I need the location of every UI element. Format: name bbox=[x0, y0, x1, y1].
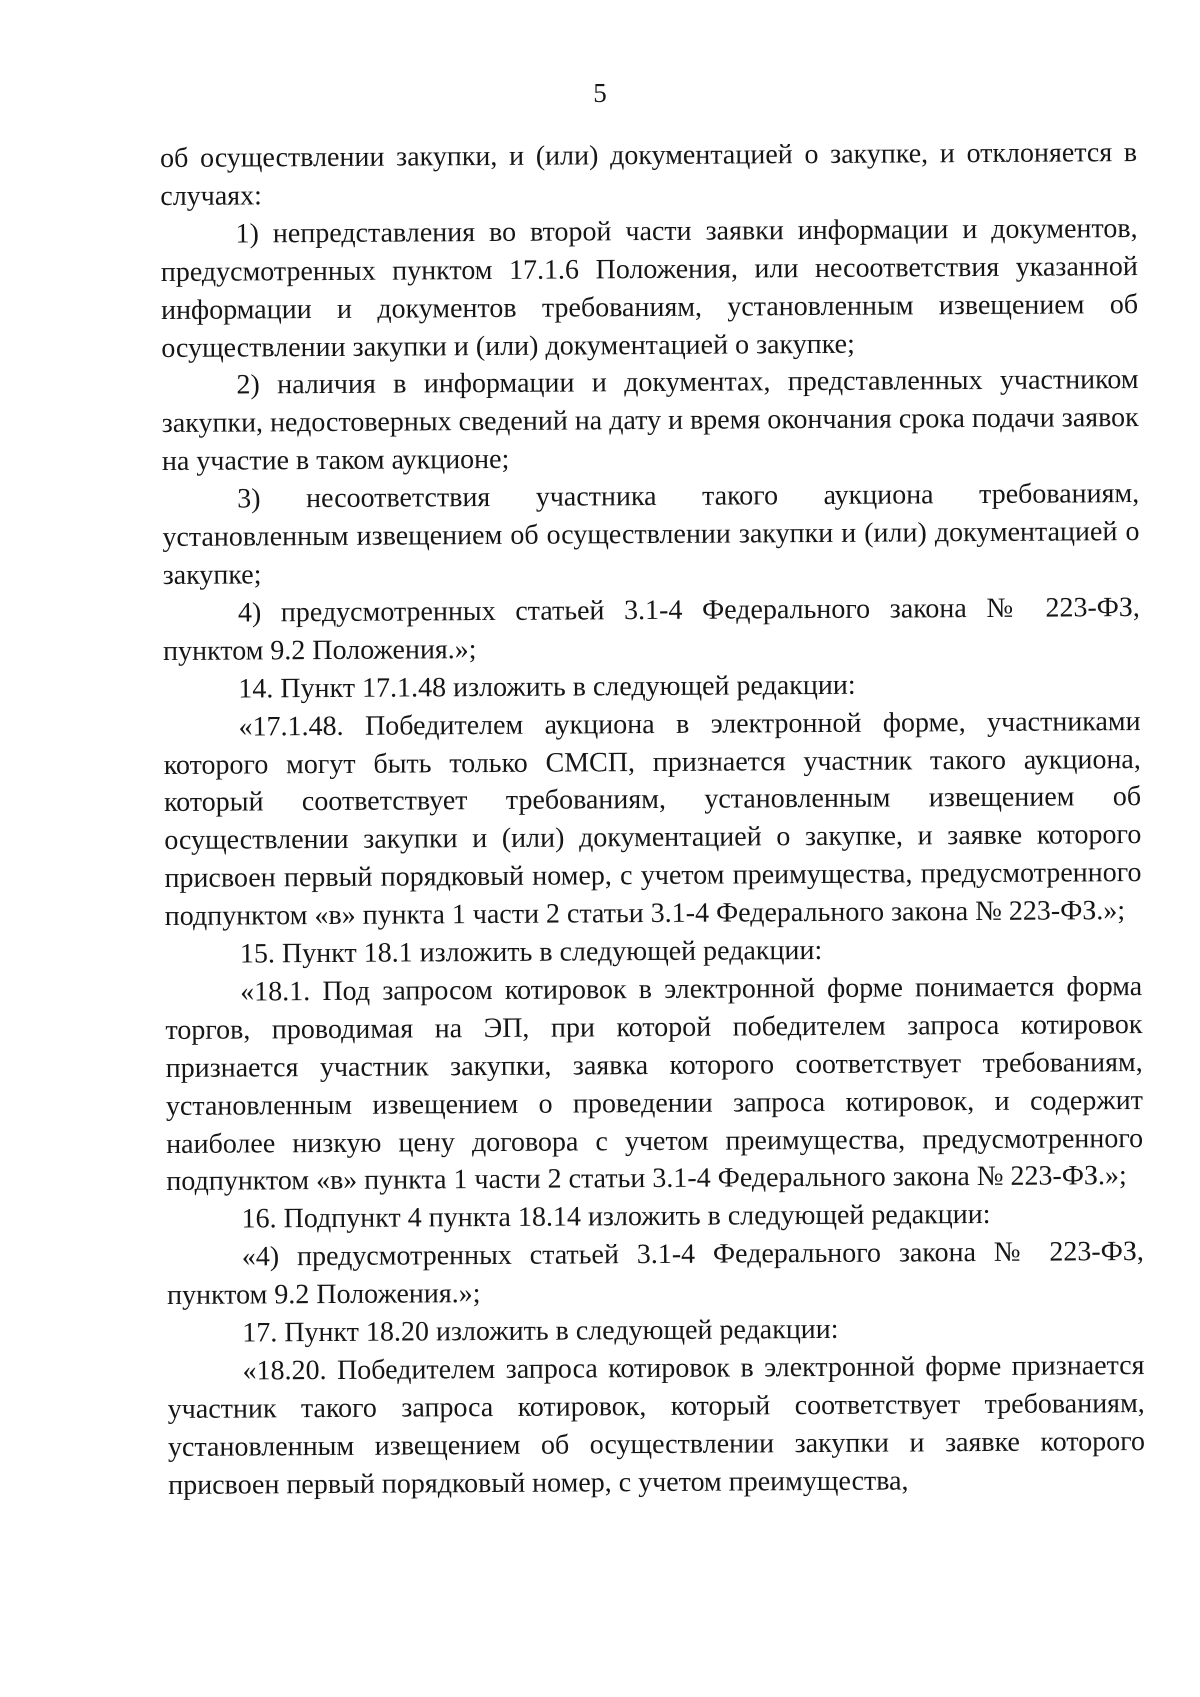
paragraph-item-1: 1) непредставления во второй части заявки информации и документов, предусмотренных пунктом 17.1.6 Положения, или несоответствия указанной информации и документов требованиям, установленным извещением об осуществлении закупки и (или) документацией о закупке; bbox=[160, 212, 1139, 364]
paragraph-item-2: 2) наличия в информации и документах, представленных участником закупки, недостоверных сведений на дату и время окончания срока подачи заявок на участие в таком аукционе; bbox=[161, 364, 1139, 478]
paragraph-item-4: 4) предусмотренных статьей 3.1-4 Федерального закона № 223-ФЗ, пунктом 9.2 Положения.»; bbox=[163, 591, 1140, 667]
paragraph-item-3: 3) несоответствия участника такого аукциона требованиям, установленным извещением об осуществлении закупки и (или) документацией о закупке; bbox=[162, 478, 1140, 591]
document-body bbox=[160, 134, 1145, 1505]
paragraph-subclause-4: «4) предусмотренных статьей 3.1-4 Федерального закона № 223-ФЗ, пунктом 9.2 Положения.»; bbox=[166, 1236, 1144, 1312]
paragraph-section-14: 14. Пункт 17.1.48 изложить в следующей редакции: bbox=[238, 669, 856, 705]
paragraph-section-17: 17. Пункт 18.20 изложить в следующей редакции: bbox=[242, 1313, 839, 1349]
paragraph-clause-17-1-48: «17.1.48. Победителем аукциона в электронной форме, участниками которого могут быть только СМСП, признается участник такого аукциона, который соответствует требованиям, установленным извещением об осуществлении закупки и (или) документацией о закупке, и заявке которого присвоен первый порядковый номер, с учетом преимущества, предусмотренного подпунктом «в» пункта 1 части 2 статьи 3.1-4 Федерального закона № 223-ФЗ.»; bbox=[163, 705, 1142, 933]
paragraph-continuation: об осуществлении закупки, и (или) документацией о закупке, и отклоняется в случаях: bbox=[160, 137, 1138, 212]
paragraph-clause-18-1: «18.1. Под запросом котировок в электронной форме понимается форма торгов, проводимая на ЭП, при которой победителем запроса котировок признается участник закупки, заявка которого соответствует требованиям, установленным извещением о проведении запроса котировок, и содержит наиболее низкую цену договора с учетом преимущества, предусмотренного подпунктом «в» пункта 1 части 2 статьи 3.1-4 Федерального закона № 223-ФЗ.»; bbox=[165, 970, 1144, 1198]
paragraph-clause-18-20: «18.20. Победителем запроса котировок в электронной форме признается участник такого запроса котировок, который соответствует требованиям, установленным извещением об осуществлении закупки и заявке которого присвоен первый порядковый номер, с учетом преимущества, bbox=[167, 1350, 1146, 1501]
paragraph-section-15: 15. Пункт 18.1 изложить в следующей редакции: bbox=[239, 935, 823, 970]
paragraph-section-16: 16. Подпункт 4 пункта 18.14 изложить в следующей редакции: bbox=[241, 1199, 991, 1235]
page-number: 5 bbox=[593, 78, 607, 108]
